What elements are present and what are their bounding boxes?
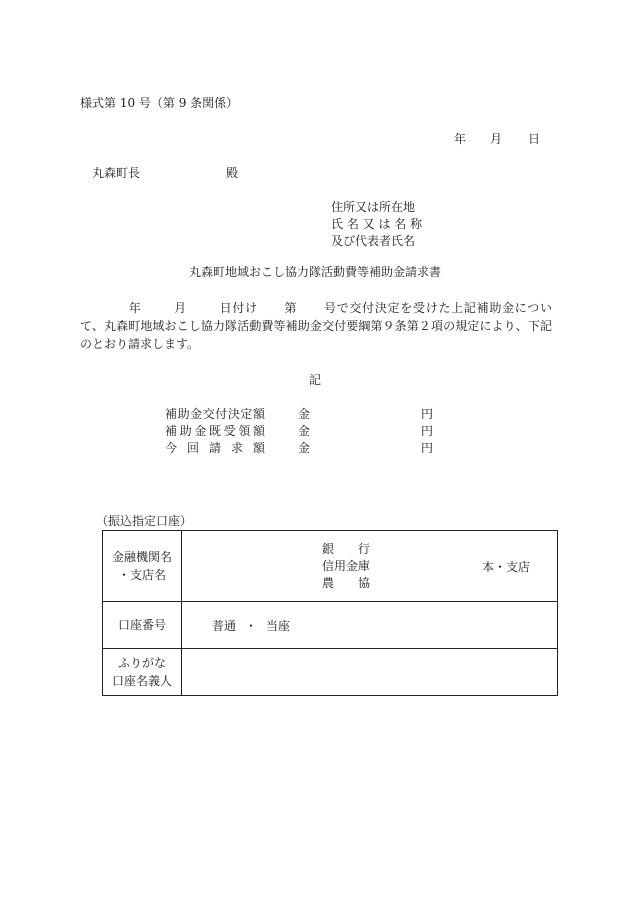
amount-label: 補助金既受領額 bbox=[165, 424, 265, 438]
applicant-address-label: 住所又は所在地 bbox=[331, 200, 416, 214]
bank-row bbox=[103, 531, 558, 602]
bank-type-list bbox=[322, 541, 372, 592]
account-number-row bbox=[103, 602, 558, 649]
ki-heading: 記 bbox=[308, 373, 321, 387]
branch-label: 本・支店 bbox=[482, 560, 531, 574]
amount-label: 今回請求額 bbox=[165, 441, 265, 455]
account-caption: （振込指定口座） bbox=[96, 514, 193, 528]
bank-header-line2: ・支店名 bbox=[117, 568, 166, 582]
account-number-cell[interactable] bbox=[182, 602, 558, 649]
account-type-separator: ・ bbox=[245, 618, 258, 633]
addressee-honorific: 殿 bbox=[226, 166, 239, 180]
addressee-name: 丸森町長 bbox=[92, 166, 141, 180]
amount-yen: 円 bbox=[421, 424, 434, 438]
date-year-label: 年 bbox=[454, 132, 467, 146]
request-body bbox=[80, 299, 552, 353]
amount-row bbox=[165, 423, 445, 440]
body-month: 月 bbox=[173, 301, 187, 315]
body-text: 号で交付決定を受けた上記補助金について、丸森町地域おこし協力隊活動費等補助金交付要綱第９条第２項の規定により、下記のとおり請求します。 bbox=[80, 301, 552, 351]
account-type-ordinary: 普通 bbox=[212, 618, 237, 633]
amount-kin: 金 bbox=[298, 424, 311, 438]
applicant-representative-label: 及び代表者氏名 bbox=[331, 234, 416, 248]
document-title: 丸森町地域おこし協力隊活動費等補助金請求書 bbox=[188, 265, 441, 279]
body-dai: 第 bbox=[283, 301, 298, 315]
bank-header-cell bbox=[103, 531, 182, 602]
amount-kin: 金 bbox=[298, 407, 311, 421]
amount-yen: 円 bbox=[421, 407, 434, 421]
amount-yen: 円 bbox=[421, 441, 434, 455]
body-year: 年 bbox=[128, 301, 142, 315]
account-holder-cell[interactable] bbox=[182, 649, 558, 696]
account-holder-row bbox=[103, 649, 558, 696]
bank-type-bank: 銀 行 bbox=[322, 542, 371, 556]
bank-value-cell[interactable] bbox=[182, 531, 558, 602]
applicant-name-label: 氏 名 又 は 名 称 bbox=[331, 217, 423, 231]
date-month-label: 月 bbox=[490, 132, 503, 146]
account-holder-header bbox=[103, 649, 182, 696]
bank-type-nokyo: 農 協 bbox=[322, 576, 371, 590]
bank-type-shinkin: 信用金庫 bbox=[322, 559, 371, 573]
account-number-header: 口座番号 bbox=[103, 602, 182, 649]
amount-row bbox=[165, 440, 445, 457]
account-type-current: 当座 bbox=[266, 618, 291, 633]
body-dated: 日付け bbox=[218, 301, 258, 315]
amounts-list bbox=[165, 406, 445, 457]
amount-row bbox=[165, 406, 445, 423]
form-number: 様式第 10 号（第 9 条関係） bbox=[80, 96, 239, 110]
bank-header-line1: 金融機関名 bbox=[111, 550, 172, 564]
amount-label: 補助金交付決定額 bbox=[165, 407, 265, 421]
account-table bbox=[102, 530, 558, 696]
applicant-block bbox=[331, 199, 422, 250]
date-day-label: 日 bbox=[528, 132, 541, 146]
amount-kin: 金 bbox=[298, 441, 311, 455]
account-holder-label: 口座名義人 bbox=[111, 674, 172, 688]
furigana-label: ふりがな bbox=[117, 656, 166, 670]
